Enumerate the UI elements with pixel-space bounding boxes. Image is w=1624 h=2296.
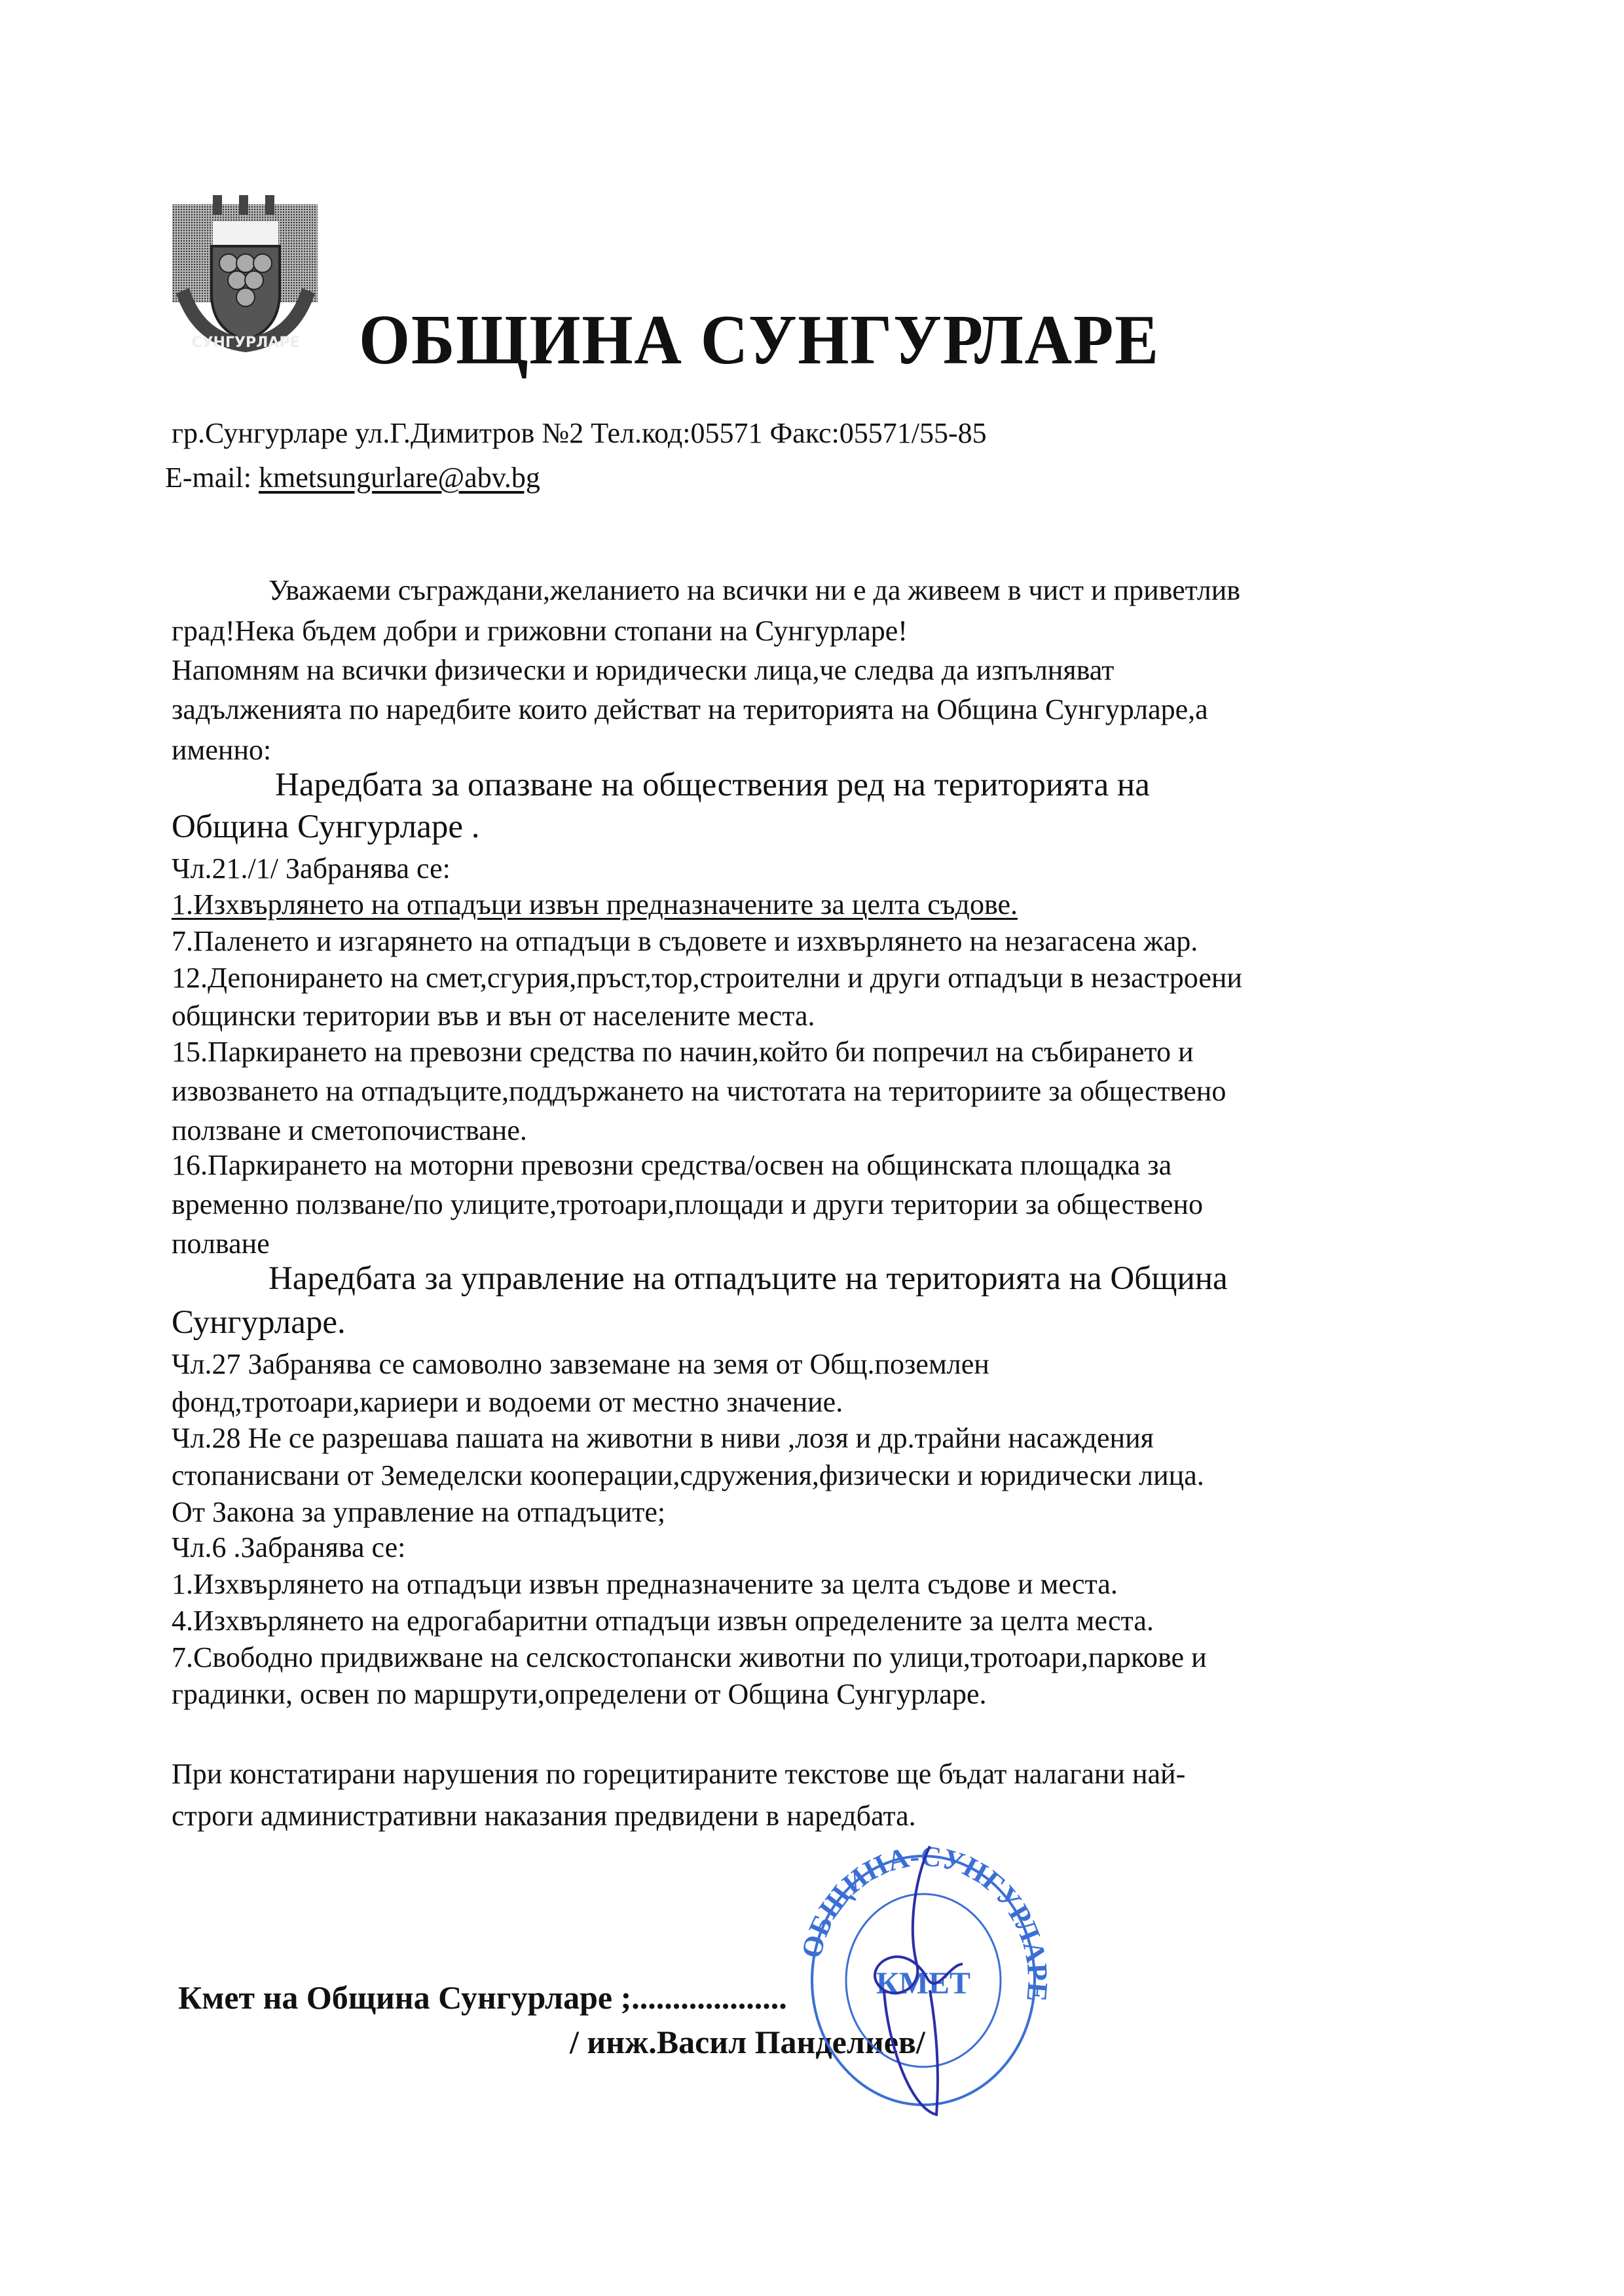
section3-article: Чл.6 .Забранява се: (172, 1531, 406, 1563)
intro-line: град!Нека бъдем добри и грижовни стопани на Сунгурларе! (172, 615, 908, 647)
section2-heading: Сунгурларе. (172, 1304, 346, 1341)
section2-heading: Наредбата за управление на отпадъците на територията на Община (268, 1260, 1228, 1297)
coat-of-arms-icon (167, 195, 324, 359)
email-line (165, 461, 540, 494)
handwritten-signature (875, 1846, 963, 2115)
section1-item: 15.Паркирането на превозни средства по начин,който би попречил на събирането и (172, 1036, 1194, 1068)
closing-line: строги административни наказания предвидени в наредбата. (172, 1800, 916, 1832)
section1-item: 1.Изхвърлянето на отпадъци извън предназначените за целта съдове. (172, 888, 1018, 920)
stamp-center-text: КМЕТ (876, 1966, 971, 2001)
section3-heading: От Закона за управление на отпадъците; (172, 1496, 666, 1528)
closing-line: При констатирани нарушения по горецитираните текстове ще бъдат налагани най- (172, 1758, 1186, 1790)
crest-caption: СУНГУРЛАРЕ (191, 335, 300, 351)
intro-line: именно: (172, 734, 272, 766)
section3-item: 1.Изхвърлянето на отпадъци извън предназначените за целта съдове и места. (172, 1568, 1118, 1600)
section1-heading: Наредбата за опазване на обществения ред на територията на (275, 767, 1150, 803)
section1-item: 12.Депонирането на смет,сгурия,пръст,тор,строителни и други отпадъци в незастроени (172, 962, 1242, 994)
signature-name: / инж.Васил Панделиев/ (570, 2024, 925, 2060)
section3-item: 4.Изхвърлянето на едрогабаритни отпадъци извън определените за целта места. (172, 1605, 1154, 1637)
section3-item: градинки, освен по маршрути,определени от Община Сунгурларе. (172, 1678, 987, 1710)
stamp-ring-text: ОБЩИНА-СУНГУРЛАРЕ (795, 1840, 1054, 2003)
email-label: E-mail: (165, 462, 259, 494)
section2-article: Чл.28 Не се разрешава пашата на животни в ниви ,лозя и др.трайни насаждения (172, 1422, 1154, 1454)
section1-item: 7.Паленето и изгарянето на отпадъци в съдовете и изхвърлянето на незагасена жар. (172, 925, 1198, 957)
stamp-ring (812, 1856, 1035, 2105)
section1-item: ползване и сметопочистване. (172, 1114, 527, 1146)
section1-item: общински територии във и вън от населените места. (172, 1000, 815, 1032)
page-title: ОБЩИНА СУНГУРЛАРЕ (359, 301, 1160, 379)
section2-article: фонд,тротоари,кариери и водоеми от местно значение. (172, 1386, 843, 1418)
intro-line: Уважаеми съграждани,желанието на всички ни е да живеем в чист и приветлив (268, 574, 1241, 606)
intro-line: задълженията по наредбите които действат на територията на Община Сунгурларе,а (172, 693, 1208, 725)
section3-item: 7.Свободно придвижване на селскостопански животни по улици,тротоари,паркове и (172, 1641, 1207, 1673)
section1-heading: Община Сунгурларе . (172, 809, 480, 845)
section2-article: Чл.27 Забранява се самоволно завземане на земя от Общ.поземлен (172, 1348, 989, 1380)
intro-line: Напомням на всички физически и юридически лица,че следва да изпълняват (172, 654, 1115, 686)
section1-item: извозването на отпадъците,поддържането на чистотата на териториите за обществено (172, 1075, 1227, 1107)
official-stamp-icon (740, 1833, 1107, 2134)
signature-title: Кмет на Община Сунгурларе ;................... (178, 1979, 787, 2016)
section2-article: стопанисвани от Земеделски кооперации,сдружения,физически и юридически лица. (172, 1459, 1204, 1491)
section1-article: Чл.21./1/ Забранява се: (172, 852, 451, 884)
address-line: гр.Сунгурларе ул.Г.Димитров №2 Тел.код:05571 Факс:05571/55-85 (172, 417, 987, 449)
section1-item: 16.Паркирането на моторни превозни средства/освен на общинската площадка за (172, 1149, 1172, 1181)
email-link[interactable]: kmetsungurlare@abv.bg (258, 462, 540, 494)
section1-item: временно ползване/по улиците,тротоари,площади и други територии за обществено (172, 1188, 1203, 1220)
section1-item: полване (172, 1228, 270, 1260)
